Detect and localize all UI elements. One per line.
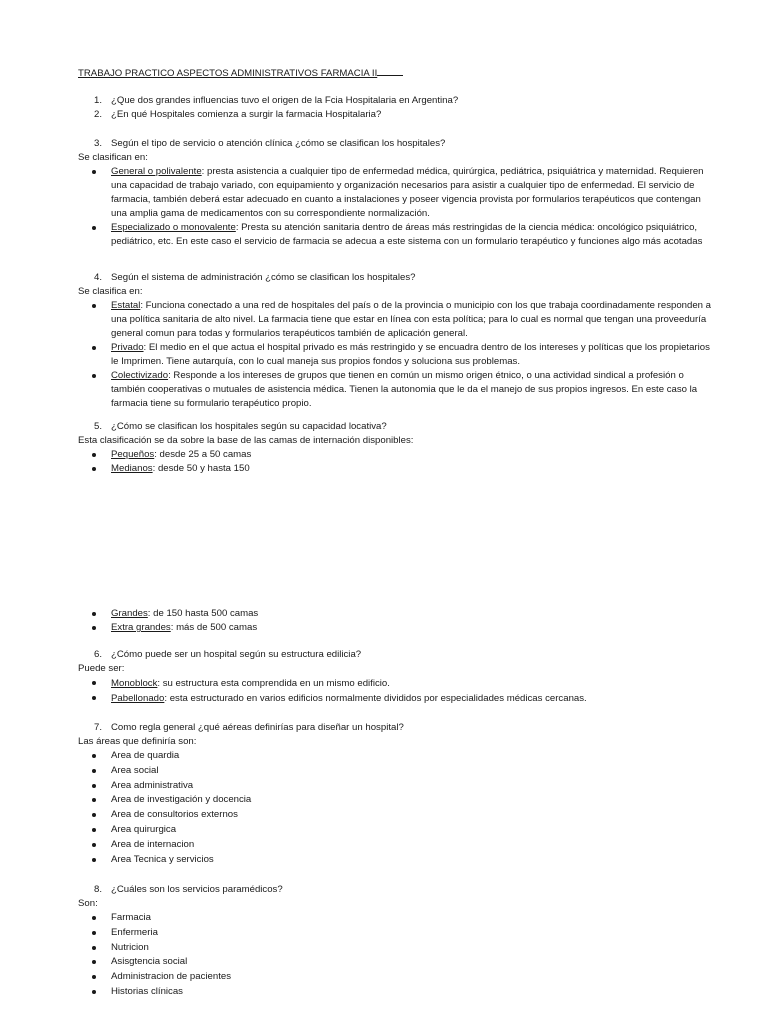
list-item: Asisgtencia social	[78, 955, 718, 970]
section-8	[78, 883, 718, 1000]
list-item: Area social	[78, 764, 718, 779]
list-item: Medianos: desde 50 y hasta 150	[78, 462, 718, 476]
section-6-list	[78, 676, 718, 706]
section-6-intro: Puede ser:	[78, 663, 125, 674]
section-5-list-continued	[78, 607, 718, 635]
section-5-intro: Esta clasificación se da sobre la base de las camas de internación disponibles:	[78, 435, 414, 446]
section-4-list	[78, 299, 718, 411]
section-8-list	[78, 911, 718, 1000]
section-3-intro: Se clasifican en:	[78, 152, 148, 163]
section-5	[78, 420, 718, 476]
list-item: Colectivizado: Responde a los intereses de grupos que tienen en común un mismo origen étnico, o una actividad sindical a profesión o también cooperativas o mutuales de asistencia médica. Tienen la autonomia que le da el manejo de sus propios ingresos. En este caso la farmacia tiene su formulario terapéutico propio.	[78, 369, 718, 411]
list-item: Area de quardia	[78, 749, 718, 764]
question-4: 4. Según el sistema de administración ¿cómo se clasifican los hospitales?	[94, 272, 416, 283]
document-title: TRABAJO PRACTICO ASPECTOS ADMINISTRATIVOS FARMACIA II	[78, 66, 403, 81]
list-item: Especializado o monovalente: Presta su atención sanitaria dentro de áreas más restringidas de la ciencia médica: oncológico psiquiátrico, pediátrico, etc. En este caso el servicio de farmacia se adecua a este sistema con un formulario terapéutico y funciones algo más acotadas	[78, 221, 718, 249]
section-4	[78, 271, 718, 411]
question-2: 2. ¿En qué Hospitales comienza a surgir la farmacia Hospitalaria?	[94, 109, 382, 120]
list-item: Area de consultorios externos	[78, 808, 718, 823]
list-item: Area de investigación y docencia	[78, 793, 718, 808]
list-item: General o polivalente: presta asistencia a cualquier tipo de enfermedad médica, quirúrgica, pediátrica, psiquiátrica y maternidad. Requieren una capacidad de trabajo variado, con equipamiento y organización necesarios para asistir a cualquier tipo de enfermedad. El servicio de farmacia, también deberá estar adecuado en cuanto a instalaciones y poseer vigencia provista por formularios terapéuticos que contengan una amplia gama de medicamentos con su correspondiente normalización.	[78, 165, 718, 221]
list-item: Enfermeria	[78, 926, 718, 941]
section-8-intro: Son:	[78, 898, 98, 909]
list-item: Area quirurgica	[78, 823, 718, 838]
question-6: 6. ¿Cómo puede ser un hospital según su estructura edilicia?	[94, 649, 362, 660]
list-item: Area de internacion	[78, 838, 718, 853]
section-3-list	[78, 165, 718, 249]
section-7-intro: Las áreas que definiría son:	[78, 736, 197, 747]
section-7	[78, 721, 718, 867]
question-1: 1. ¿Que dos grandes influencias tuvo el origen de la Fcia Hospitalaria en Argentina?	[94, 95, 459, 106]
list-item: Historias clínicas	[78, 985, 718, 1000]
list-item: Pabellonado: esta estructurado en varios edificios normalmente divididos por especialidades médicas cercanas.	[78, 691, 718, 706]
question-8: 8. ¿Cuáles son los servicios paramédicos?	[94, 884, 283, 895]
list-item: Farmacia	[78, 911, 718, 926]
question-5: 5. ¿Cómo se clasifican los hospitales según su capacidad locativa?	[94, 421, 387, 432]
list-item: Pequeños: desde 25 a 50 camas	[78, 448, 718, 462]
list-item: Estatal: Funciona conectado a una red de hospitales del país o de la provincia o municipio con los que trabaja coordinadamente responden a una política sanitaria de alto nivel. La farmacia tiene que estar en línea con esta política; para lo cual es normal que tengan una proveeduría general comun para todas y formularios terapéuticos también de aplicación general.	[78, 299, 718, 341]
list-item: Extra grandes: más de 500 camas	[78, 621, 718, 635]
list-item: Area administrativa	[78, 779, 718, 794]
list-item: Privado: El medio en el que actua el hospital privado es más restringido y se encuadra dentro de los intereses y políticas que los propietarios le Imprimen. Tiene autarquía, con lo cual maneja sus propios fondos y soluciona sus problemas.	[78, 341, 718, 369]
list-item: Grandes: de 150 hasta 500 camas	[78, 607, 718, 621]
section-5-list	[78, 448, 718, 476]
list-item: Monoblock: su estructura esta comprendida en un mismo edificio.	[78, 676, 718, 691]
section-3	[78, 137, 718, 249]
section-4-intro: Se clasifica en:	[78, 286, 143, 297]
section-7-list	[78, 749, 718, 867]
questions-1-2	[78, 94, 718, 122]
question-7: 7. Como regla general ¿qué aéreas definirías para diseñar un hospital?	[94, 722, 404, 733]
list-item: Nutricion	[78, 941, 718, 956]
list-item: Area Tecnica y servicios	[78, 853, 718, 868]
list-item: Administracion de pacientes	[78, 970, 718, 985]
question-3: 3. Según el tipo de servicio o atención clínica ¿cómo se clasifican los hospitales?	[94, 138, 446, 149]
section-5-continued	[78, 607, 718, 635]
section-6	[78, 648, 718, 706]
